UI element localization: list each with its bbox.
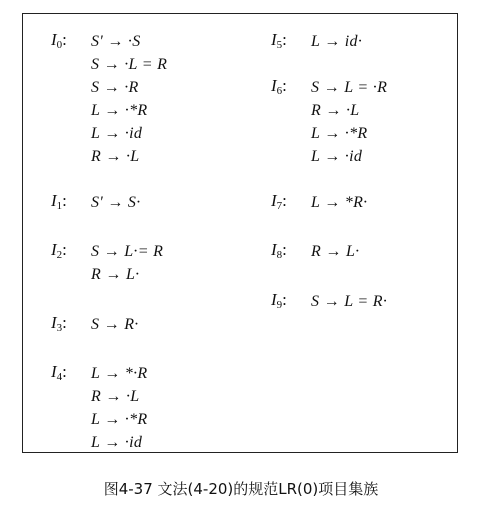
item-set-label [271, 30, 311, 51]
item-set-label-colon: : [62, 313, 67, 332]
item-set-label-letter: I [51, 240, 57, 259]
item-set-label-colon: : [62, 240, 67, 259]
item-set-label-letter: I [271, 76, 277, 95]
item-set-label [51, 191, 91, 212]
lr0-item: R → ·L [91, 148, 140, 165]
lr0-item: L → ·*R [91, 411, 148, 428]
item-sets-frame [22, 13, 458, 453]
lr0-item: S → ·L = R [91, 56, 168, 73]
lr0-item: S → L = ·R [311, 79, 388, 96]
item-list [311, 30, 362, 53]
item-set-label-subscript: 7 [276, 200, 283, 212]
item-set-label-colon: : [282, 290, 287, 309]
item-set-label-subscript: 1 [56, 200, 63, 212]
item-list [91, 240, 163, 286]
item-list [311, 191, 367, 214]
lr0-item: L → id· [311, 33, 363, 50]
item-set-label-colon: : [282, 240, 287, 259]
item-set-label-letter: I [271, 191, 277, 210]
lr0-item: L → ·*R [311, 125, 368, 142]
lr0-item: S' → S· [91, 194, 141, 211]
lr0-item: R → L· [91, 266, 140, 283]
item-set-label [51, 240, 91, 261]
item-set-label-colon: : [282, 76, 287, 95]
item-set-label-letter: I [51, 362, 57, 381]
item-set-label-subscript: 3 [56, 322, 63, 334]
item-set-label-subscript: 5 [276, 39, 283, 51]
item-list [91, 30, 167, 168]
item-set-label-subscript: 6 [276, 85, 283, 97]
item-set-label-letter: I [271, 30, 277, 49]
item-set-label-colon: : [282, 30, 287, 49]
item-list [311, 76, 387, 168]
lr0-item: L → ·id [311, 148, 363, 165]
item-list [311, 240, 359, 263]
lr0-item: S → L·= R [91, 243, 164, 260]
item-set-label-letter: I [51, 191, 57, 210]
item-set-label-letter: I [271, 290, 277, 309]
lr0-item: S → ·R [91, 79, 139, 96]
lr0-item: L → *·R [91, 365, 148, 382]
item-set-label [51, 30, 91, 51]
item-set-label-subscript: 2 [56, 249, 63, 261]
item-set-label-colon: : [62, 362, 67, 381]
lr0-item: R → L· [311, 243, 360, 260]
figure-caption: 图4-37 文法(4-20)的规范LR(0)项目集族 [103, 480, 379, 498]
item-set-label-letter: I [51, 30, 57, 49]
item-set-label [271, 191, 311, 212]
item-set-label-subscript: 4 [56, 371, 63, 383]
item-list [91, 191, 141, 214]
lr0-item: L → *R· [311, 194, 368, 211]
item-set-label [271, 240, 311, 261]
lr0-item: S' → ·S [91, 33, 141, 50]
item-set-label [51, 362, 91, 383]
item-set-label-letter: I [51, 313, 57, 332]
item-list [91, 362, 147, 454]
item-set-label-colon: : [62, 191, 67, 210]
item-set-label-subscript: 8 [276, 249, 283, 261]
item-set-label-colon: : [282, 191, 287, 210]
item-set-label-subscript: 9 [276, 299, 283, 311]
lr0-item: S → L = R· [311, 293, 388, 310]
item-set-label [271, 290, 311, 311]
item-set-label-subscript: 0 [56, 39, 63, 51]
item-set-label [271, 76, 311, 97]
item-list [91, 313, 139, 336]
lr0-item: L → ·id [91, 434, 143, 451]
item-set-label [51, 313, 91, 334]
lr0-item: L → ·id [91, 125, 143, 142]
lr0-item: R → ·L [91, 388, 140, 405]
item-set-label-letter: I [271, 240, 277, 259]
item-set-label-colon: : [62, 30, 67, 49]
item-list [311, 290, 387, 313]
lr0-item: S → R· [91, 316, 139, 333]
lr0-item: L → ·*R [91, 102, 148, 119]
lr0-item: R → ·L [311, 102, 360, 119]
